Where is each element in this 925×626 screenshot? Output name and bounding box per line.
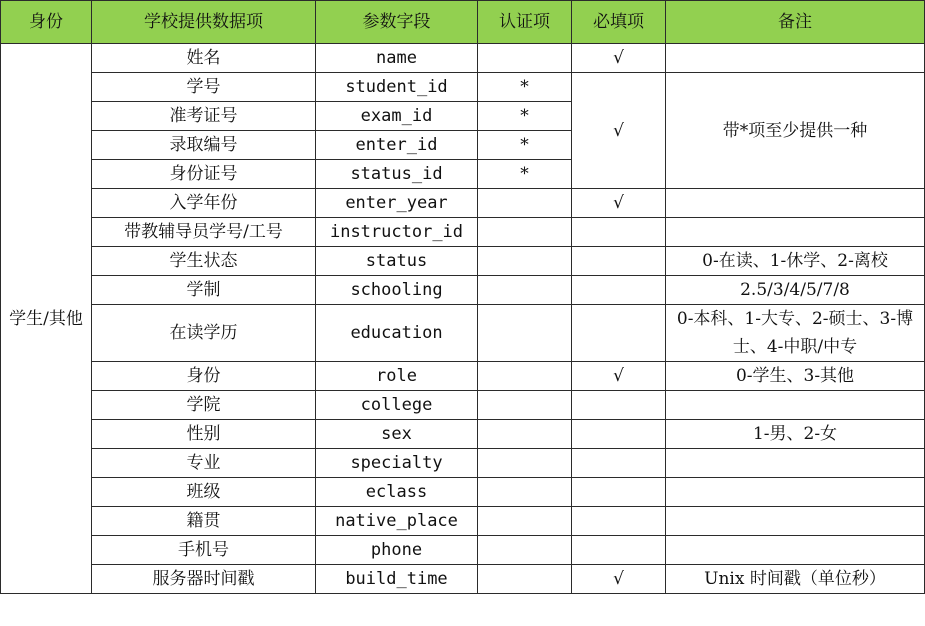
table-row <box>1 247 925 276</box>
note-cell: 0-在读、1-休学、2-离校 <box>666 247 925 276</box>
field-cell: name <box>316 44 478 73</box>
item-cell: 班级 <box>92 478 316 507</box>
required-cell <box>572 218 666 247</box>
auth-cell <box>478 247 572 276</box>
auth-cell: * <box>478 102 572 131</box>
table-row <box>1 565 925 594</box>
note-cell: 2.5/3/4/5/7/8 <box>666 276 925 305</box>
item-cell: 学制 <box>92 276 316 305</box>
auth-cell <box>478 507 572 536</box>
note-cell <box>666 189 925 218</box>
table-row <box>1 362 925 391</box>
item-cell: 身份证号 <box>92 160 316 189</box>
item-cell: 带教辅导员学号/工号 <box>92 218 316 247</box>
item-cell: 学院 <box>92 391 316 420</box>
field-cell: phone <box>316 536 478 565</box>
required-cell <box>572 507 666 536</box>
field-cell: student_id <box>316 73 478 102</box>
field-cell: enter_year <box>316 189 478 218</box>
required-cell <box>572 449 666 478</box>
auth-cell <box>478 449 572 478</box>
item-cell: 专业 <box>92 449 316 478</box>
note-cell: Unix 时间戳（单位秒） <box>666 565 925 594</box>
required-cell: √ <box>572 44 666 73</box>
note-cell <box>666 478 925 507</box>
table-row <box>1 305 925 362</box>
auth-cell <box>478 276 572 305</box>
required-cell <box>572 247 666 276</box>
auth-cell <box>478 305 572 362</box>
required-cell <box>572 420 666 449</box>
table-row <box>1 189 925 218</box>
field-cell: education <box>316 305 478 362</box>
field-cell: role <box>316 362 478 391</box>
auth-cell <box>478 362 572 391</box>
item-cell: 入学年份 <box>92 189 316 218</box>
item-cell: 学生状态 <box>92 247 316 276</box>
item-cell: 籍贯 <box>92 507 316 536</box>
auth-cell: * <box>478 160 572 189</box>
field-cell: specialty <box>316 449 478 478</box>
header-field: 参数字段 <box>316 1 478 44</box>
item-cell: 准考证号 <box>92 102 316 131</box>
auth-cell <box>478 189 572 218</box>
note-cell: 1-男、2-女 <box>666 420 925 449</box>
header-row <box>1 1 925 44</box>
required-cell: √ <box>572 189 666 218</box>
identity-cell: 学生/其他 <box>1 44 92 594</box>
note-cell <box>666 536 925 565</box>
table-row <box>1 507 925 536</box>
note-cell: 0-学生、3-其他 <box>666 362 925 391</box>
required-cell <box>572 305 666 362</box>
table-row <box>1 391 925 420</box>
note-cell <box>666 391 925 420</box>
field-cell: native_place <box>316 507 478 536</box>
item-cell: 身份 <box>92 362 316 391</box>
auth-cell: * <box>478 131 572 160</box>
note-cell: 0-本科、1-大专、2-硕士、3-博士、4-中职/中专 <box>666 305 925 362</box>
item-cell: 录取编号 <box>92 131 316 160</box>
field-cell: status_id <box>316 160 478 189</box>
header-auth: 认证项 <box>478 1 572 44</box>
auth-cell <box>478 478 572 507</box>
required-cell <box>572 391 666 420</box>
required-cell <box>572 276 666 305</box>
field-cell: eclass <box>316 478 478 507</box>
header-item: 学校提供数据项 <box>92 1 316 44</box>
field-cell: sex <box>316 420 478 449</box>
table-row <box>1 449 925 478</box>
field-cell: schooling <box>316 276 478 305</box>
note-cell <box>666 44 925 73</box>
auth-cell <box>478 536 572 565</box>
note-cell <box>666 449 925 478</box>
item-cell: 在读学历 <box>92 305 316 362</box>
header-required: 必填项 <box>572 1 666 44</box>
field-cell: status <box>316 247 478 276</box>
table-row <box>1 478 925 507</box>
required-cell: √ <box>572 362 666 391</box>
table-row <box>1 420 925 449</box>
item-cell: 学号 <box>92 73 316 102</box>
auth-cell: * <box>478 73 572 102</box>
item-cell: 服务器时间戳 <box>92 565 316 594</box>
auth-cell <box>478 565 572 594</box>
field-cell: college <box>316 391 478 420</box>
field-cell: enter_id <box>316 131 478 160</box>
item-cell: 手机号 <box>92 536 316 565</box>
required-cell <box>572 478 666 507</box>
header-identity: 身份 <box>1 1 92 44</box>
table-row <box>1 218 925 247</box>
item-cell: 姓名 <box>92 44 316 73</box>
field-cell: build_time <box>316 565 478 594</box>
group-note-cell: 带*项至少提供一种 <box>666 73 925 189</box>
table-row <box>1 536 925 565</box>
field-cell: exam_id <box>316 102 478 131</box>
field-cell: instructor_id <box>316 218 478 247</box>
group-required-cell: √ <box>572 73 666 189</box>
item-cell: 性别 <box>92 420 316 449</box>
auth-cell <box>478 420 572 449</box>
note-cell <box>666 507 925 536</box>
table-row <box>1 44 925 73</box>
auth-cell <box>478 391 572 420</box>
header-note: 备注 <box>666 1 925 44</box>
auth-cell <box>478 44 572 73</box>
table-row <box>1 73 925 102</box>
auth-cell <box>478 218 572 247</box>
required-cell: √ <box>572 565 666 594</box>
table-row <box>1 276 925 305</box>
required-cell <box>572 536 666 565</box>
note-cell <box>666 218 925 247</box>
